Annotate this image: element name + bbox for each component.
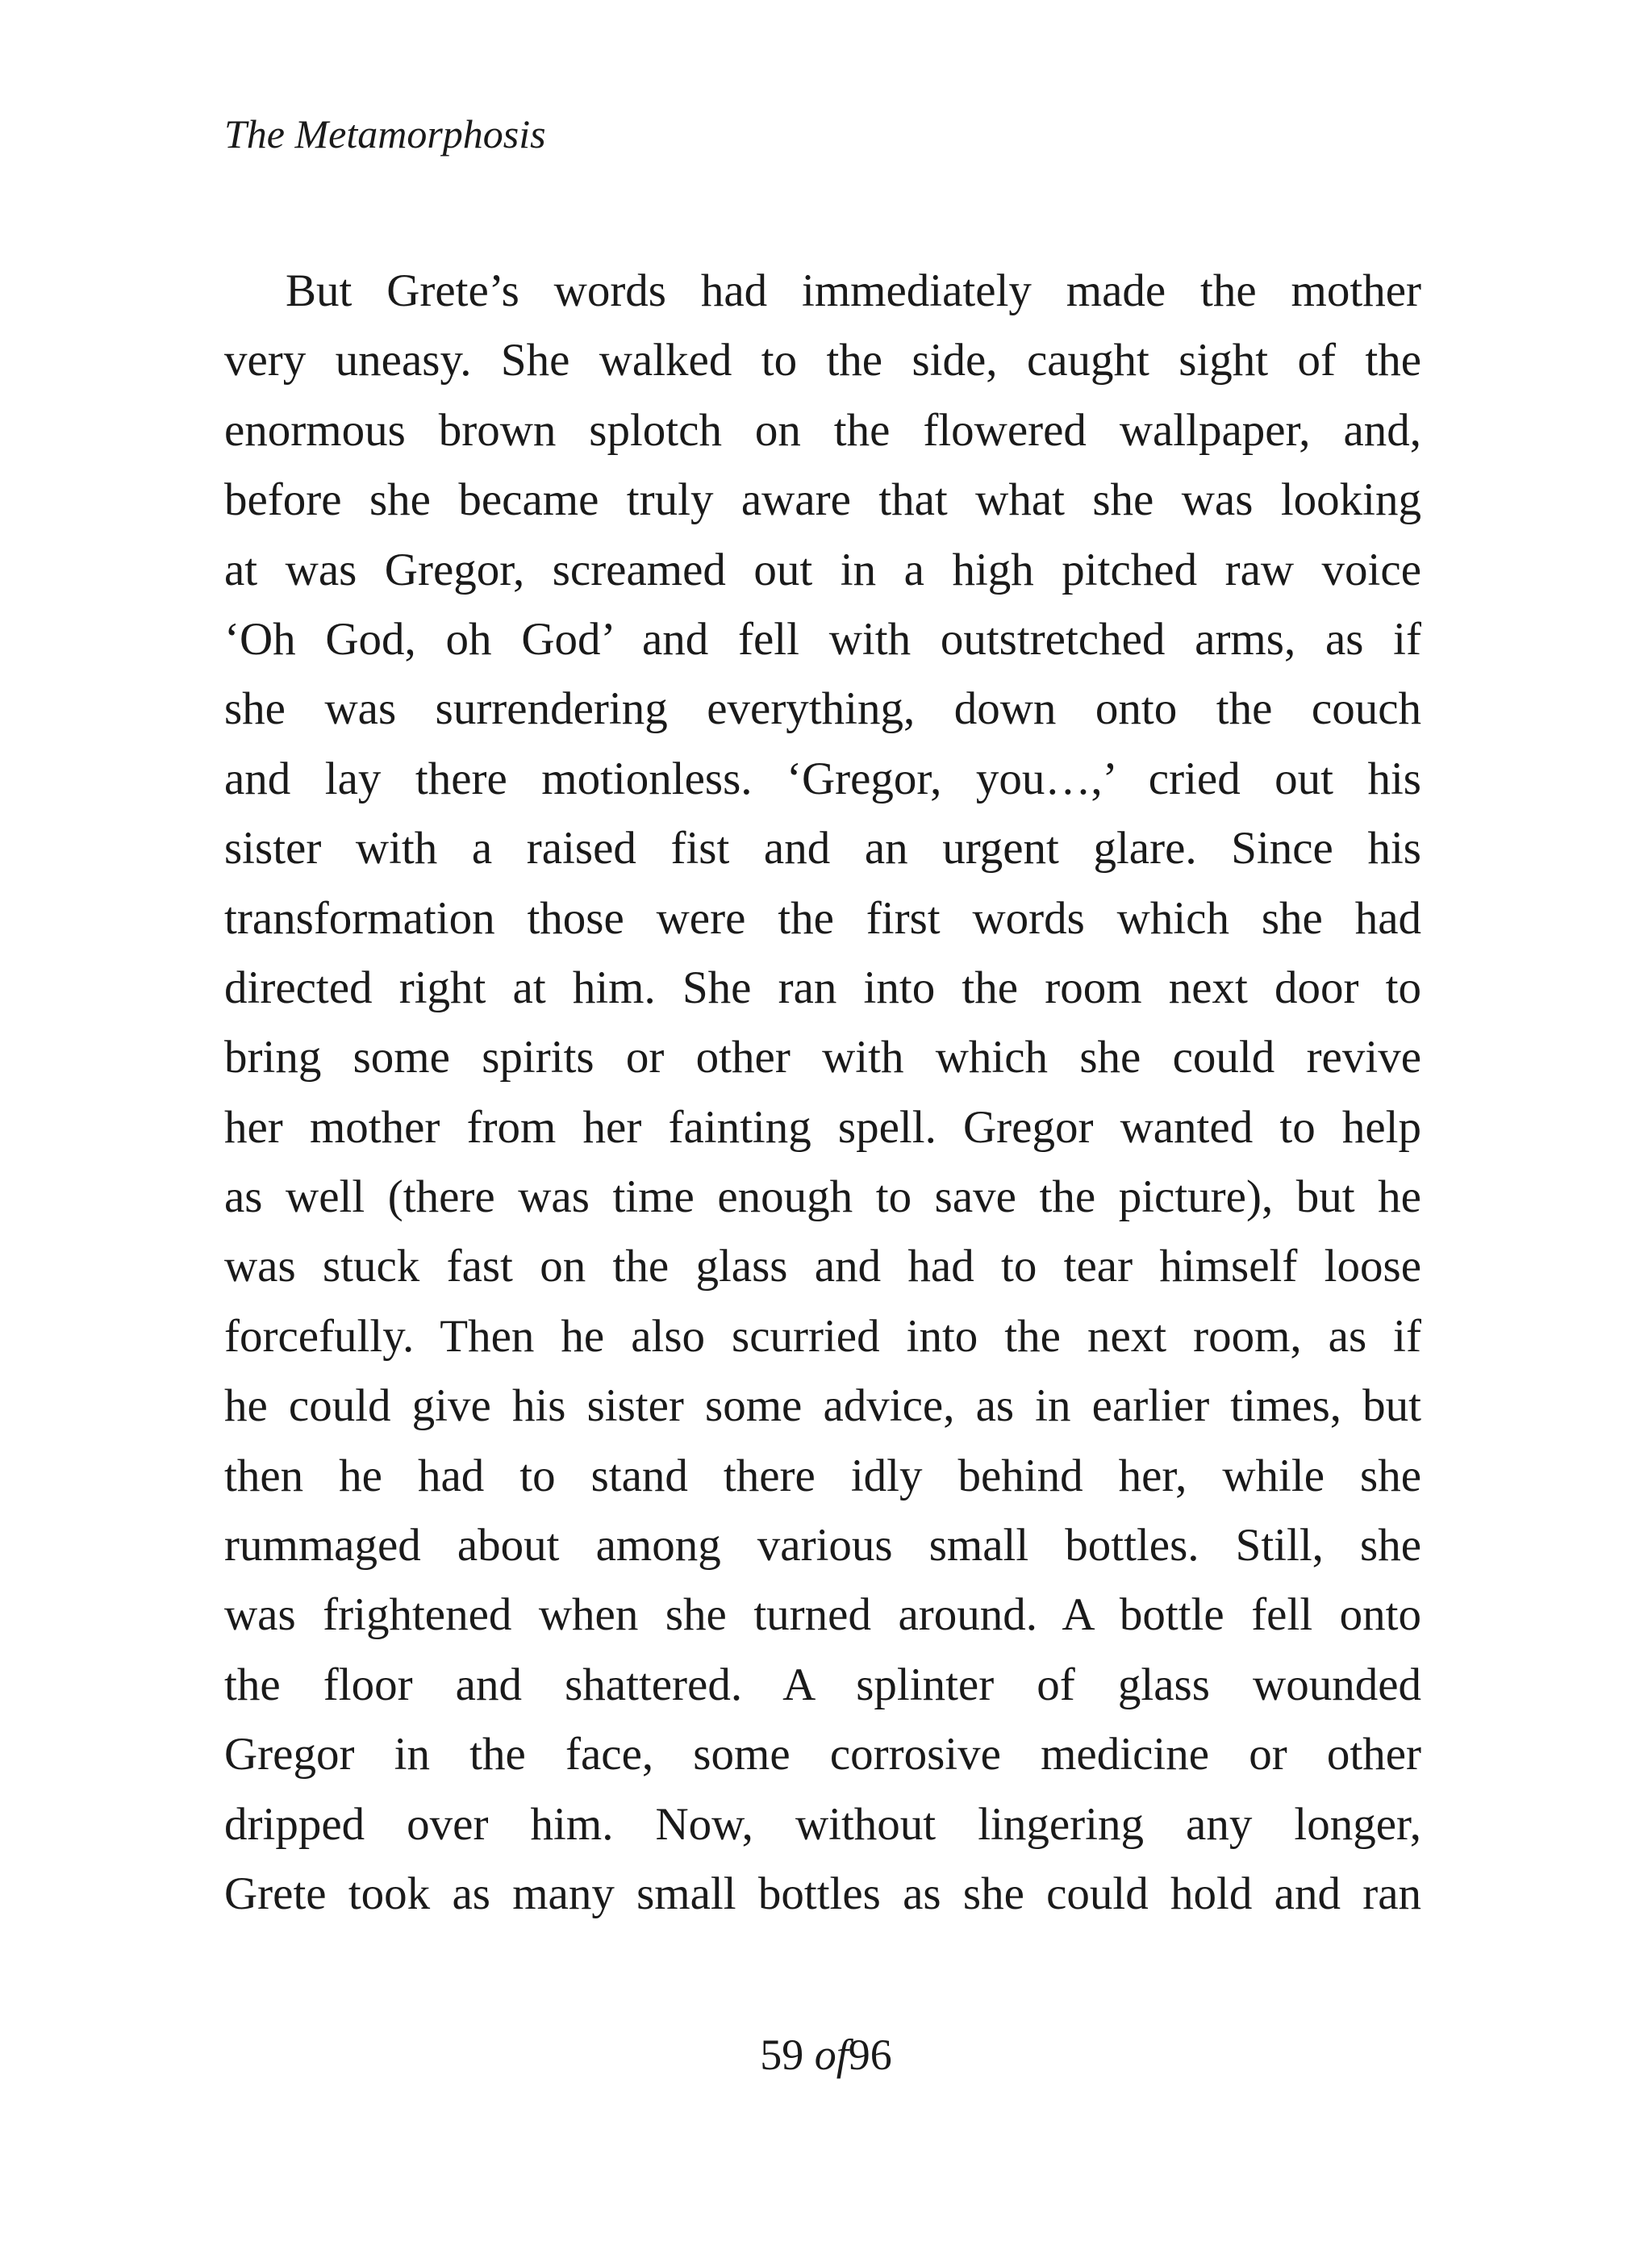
text-line: transformation those were the first words which she had bbox=[224, 892, 1421, 944]
text-line: sister with a raised fist and an urgent glare. Since his bbox=[224, 823, 1421, 874]
text-line: was frightened when she turned around. A bottle fell onto bbox=[224, 1589, 1421, 1641]
text-line: bring some spirits or other with which she could revive bbox=[224, 1032, 1421, 1083]
text-line: very uneasy. She walked to the side, caught sight of the bbox=[224, 335, 1421, 386]
text-line: enormous brown splotch on the flowered wallpaper, and, bbox=[224, 404, 1421, 456]
text-line: Grete took as many small bottles as she could hold and ran bbox=[224, 1868, 1421, 1919]
text-line: she was surrendering everything, down onto the couch bbox=[224, 683, 1421, 735]
text-line: was stuck fast on the glass and had to tear himself loose bbox=[224, 1241, 1421, 1292]
text-line: ‘Oh God, oh God’ and fell with outstretched arms, as if bbox=[224, 613, 1421, 665]
page-number-current: 59 bbox=[760, 2031, 804, 2079]
text-line: dripped over him. Now, without lingering any longer, bbox=[224, 1798, 1421, 1850]
text-line: But Grete’s words had immediately made the mother bbox=[286, 265, 1421, 316]
page-number-total: 96 bbox=[848, 2031, 892, 2079]
text-line: at was Gregor, screamed out in a high pitched raw voice bbox=[224, 544, 1421, 595]
text-line: directed right at him. She ran into the room next door to bbox=[224, 962, 1421, 1013]
page-number-separator: of bbox=[814, 2031, 849, 2079]
running-head: The Metamorphosis bbox=[224, 111, 546, 157]
page-number bbox=[0, 2027, 1652, 2083]
text-line: rummaged about among various small bottles. Still, she bbox=[224, 1520, 1421, 1572]
text-line: the floor and shattered. A splinter of glass wounded bbox=[224, 1659, 1421, 1710]
text-line: then he had to stand there idly behind her, while she bbox=[224, 1450, 1421, 1501]
text-line: he could give his sister some advice, as in earlier times, but bbox=[224, 1380, 1421, 1432]
text-line: as well (there was time enough to save the picture), but he bbox=[224, 1171, 1421, 1223]
text-line: and lay there motionless. ‘Gregor, you…,’ cried out his bbox=[224, 753, 1421, 804]
body-paragraph bbox=[224, 257, 1421, 1929]
text-line: before she became truly aware that what she was looking bbox=[224, 474, 1421, 526]
text-line: forcefully. Then he also scurried into the next room, as if bbox=[224, 1310, 1421, 1362]
text-line: her mother from her fainting spell. Gregor wanted to help bbox=[224, 1101, 1421, 1153]
text-line: Gregor in the face, some corrosive medicine or other bbox=[224, 1729, 1421, 1780]
